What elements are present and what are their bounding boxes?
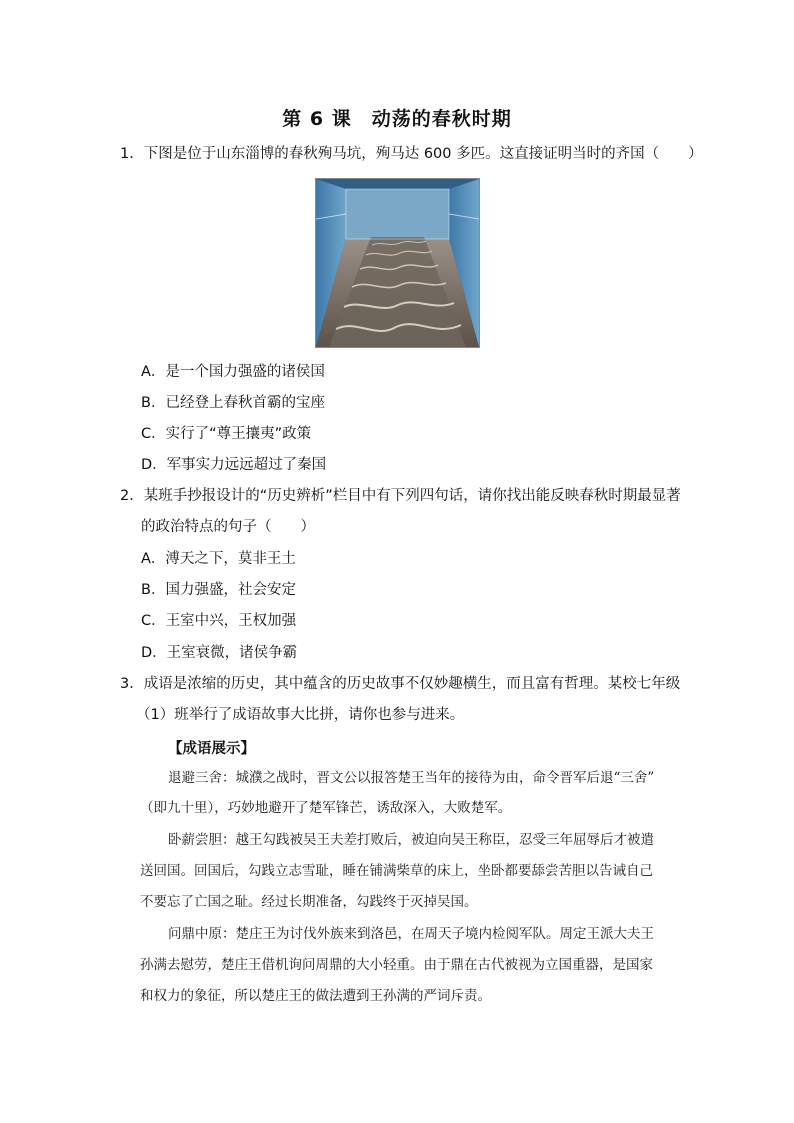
idiom-story-1-line2: （即九十里），巧妙地避开了楚军锋芒，诱敌深入，大败楚军。	[140, 800, 512, 816]
idiom-story-1-line1: 退避三舍：城濮之战时，晋文公以报答楚王当年的接待为由，命令晋军后退“三舍”	[168, 770, 655, 786]
horse-pit-photo	[315, 178, 480, 348]
idiom-story-3-line1: 问鼎中原：楚庄王为讨伐外族来到洛邑，在周天子境内检阅军队。周定王派大夫王	[168, 926, 654, 942]
idiom-story-2-line1: 卧薪尝胆：越王勾践被吴王夫差打败后，被迫向吴王称臣，忍受三年屈辱后才被遣	[168, 832, 654, 848]
idiom-section-title: 【成语展示】	[168, 741, 255, 757]
question-1-option-d: D．军事实力远远超过了秦国	[141, 457, 327, 473]
question-3-stem-line2: （1）班举行了成语故事大比拼，请你也参与进来。	[136, 707, 465, 723]
question-1-stem: 1．下图是位于山东淄博的春秋殉马坑，殉马达 600 多匹。这直接证明当时的齐国（ ）	[120, 146, 703, 162]
question-1-option-a: A．是一个国力强盛的诸侯国	[141, 364, 325, 380]
question-2-stem-line1: 2．某班手抄报设计的“历史辨析”栏目中有下列四句话，请你找出能反映春秋时期最显著	[120, 488, 681, 504]
question-2-stem-line2: 的政治特点的句子（ ）	[141, 519, 315, 535]
idiom-story-2-line2: 送回国。回国后，勾践立志雪耻，睡在铺满柴草的床上，坐卧都要舔尝苦胆以告诫自己	[140, 863, 653, 879]
idiom-story-3-line2: 孙满去慰劳，楚庄王借机询问周鼎的大小轻重。由于鼎在古代被视为立国重器，是国家	[140, 957, 653, 973]
idiom-story-3-line3: 和权力的象征，所以楚庄王的做法遭到王孙满的严词斥责。	[140, 988, 491, 1004]
question-2-option-b: B．国力强盛，社会安定	[141, 582, 296, 598]
idiom-story-2-line3: 不要忘了亡国之耻。经过长期准备，勾践终于灭掉吴国。	[140, 894, 478, 910]
horse-pit-illustration	[316, 179, 479, 347]
question-3-stem-line1: 3．成语是浓缩的历史，其中蕴含的历史故事不仅妙趣横生，而且富有哲理。某校七年级	[120, 676, 681, 692]
question-1-option-c: C．实行了“尊王攘夷”政策	[141, 426, 312, 442]
lesson-title: 第 6 课 动荡的春秋时期	[282, 108, 512, 130]
question-2-option-a: A．溥天之下，莫非王土	[141, 551, 296, 567]
question-1-option-b: B．已经登上春秋首霸的宝座	[141, 395, 325, 411]
question-2-option-d: D．王室衰微，诸侯争霸	[141, 645, 298, 661]
question-2-option-c: C．王室中兴，王权加强	[141, 613, 297, 629]
